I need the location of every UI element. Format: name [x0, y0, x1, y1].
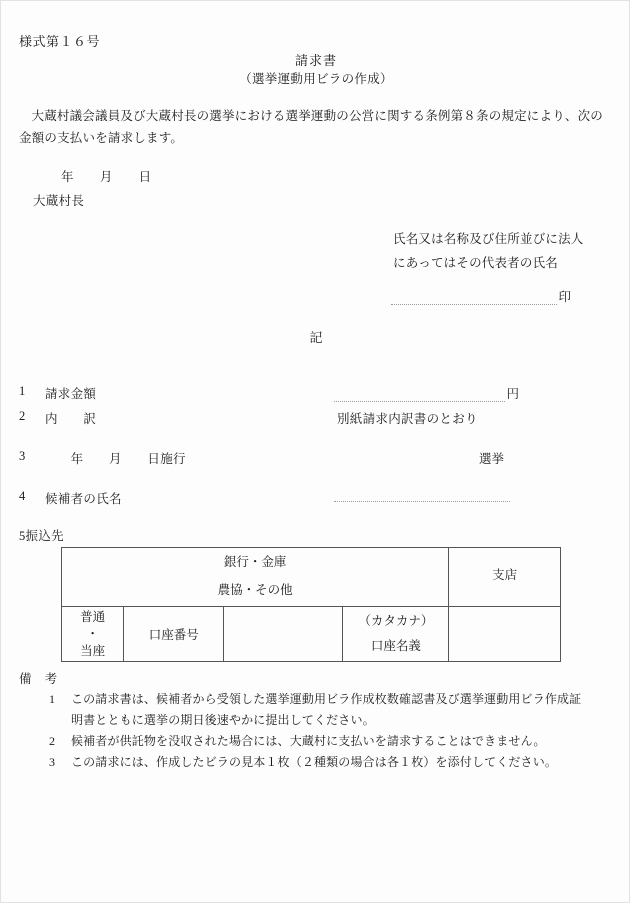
- item-label: 候補者の氏名: [45, 492, 122, 506]
- account-type-line3: 当座: [80, 643, 106, 658]
- remarks-heading: 備 考: [19, 672, 58, 686]
- breakdown-value: 別紙請求内訳書のとおり: [337, 412, 478, 426]
- account-holder-label: 口座名義: [370, 639, 421, 653]
- signature-dotted-line: [391, 291, 557, 305]
- claim-amount-field[interactable]: [334, 384, 519, 402]
- form-number: 様式第１６号: [19, 34, 101, 49]
- account-holder-kana-label: （カタカナ）: [358, 614, 434, 628]
- bank-transfer-heading: 5振込先: [19, 529, 64, 543]
- item-number: 3: [19, 449, 26, 463]
- date-year-label: 年: [61, 170, 74, 184]
- candidate-name-field[interactable]: [334, 489, 510, 502]
- remark-text: 候補者が供託物を没収された場合には、大蔵村に支払いを請求することはできません。: [71, 734, 546, 748]
- account-holder-label-cell: [343, 607, 449, 662]
- item-number: 1: [19, 384, 26, 398]
- signature-instruction-line2: にあってはその代表者の氏名: [393, 256, 558, 270]
- account-type-line1: 普通: [80, 609, 106, 624]
- bank-institution-line2: 農協・その他: [217, 583, 293, 597]
- item-number: 2: [19, 409, 26, 423]
- addressee: 大蔵村長: [33, 194, 85, 208]
- item-label: 請求金額: [45, 387, 97, 401]
- account-type-cell[interactable]: [62, 607, 124, 662]
- table-row: [62, 607, 561, 662]
- currency-unit-yen: 円: [506, 387, 519, 401]
- table-row: [62, 548, 561, 607]
- date-line: [61, 167, 151, 185]
- account-type-line2: ・: [86, 626, 99, 641]
- item-label: 内 訳: [45, 412, 97, 426]
- seal-mark: 印: [558, 290, 571, 304]
- remark-text: この請求書は、候補者から受領した選挙運動用ビラ作成枚数確認書及び選挙運動用ビラ作成証明書とともに選挙の期日後速やかに提出してください。: [71, 692, 582, 727]
- remark-number: 2: [49, 734, 56, 748]
- bank-institution-line1: 銀行・金庫: [223, 555, 287, 569]
- document-title: 請求書: [294, 53, 337, 68]
- body-paragraph: 大蔵村議会議員及び大蔵村長の選挙における選挙運動の公営に関する条例第８条の規定により、次の金額の支払いを請求します。: [19, 109, 604, 145]
- signature-entry-field[interactable]: [391, 287, 571, 305]
- account-number-entry-cell[interactable]: [224, 607, 343, 662]
- candidate-name-dotted-line: [334, 489, 510, 502]
- bank-branch-cell[interactable]: 支店: [449, 548, 561, 607]
- remark-text: この請求には、作成したビラの見本１枚（２種類の場合は各１枚）を添付してください。: [71, 755, 558, 769]
- remark-number: 1: [49, 692, 56, 706]
- remark-number: 3: [49, 755, 56, 769]
- bank-details-table: [61, 547, 561, 662]
- date-day-label: 日: [138, 170, 152, 184]
- bank-institution-cell[interactable]: [62, 548, 449, 607]
- document-subtitle: （選挙運動用ビラの作成）: [239, 72, 393, 86]
- signature-instruction-line1: 氏名又は名称及び住所並びに法人: [393, 232, 584, 246]
- record-heading: 記: [309, 330, 323, 345]
- account-number-label-cell: 口座番号: [124, 607, 224, 662]
- election-word: 選挙: [479, 452, 505, 466]
- date-month-label: 月: [99, 170, 113, 184]
- item-number: 4: [19, 489, 26, 503]
- item-label: 年 月 日施行: [45, 452, 186, 466]
- account-holder-entry-cell[interactable]: [449, 607, 561, 662]
- claim-amount-dotted-line: [334, 388, 505, 402]
